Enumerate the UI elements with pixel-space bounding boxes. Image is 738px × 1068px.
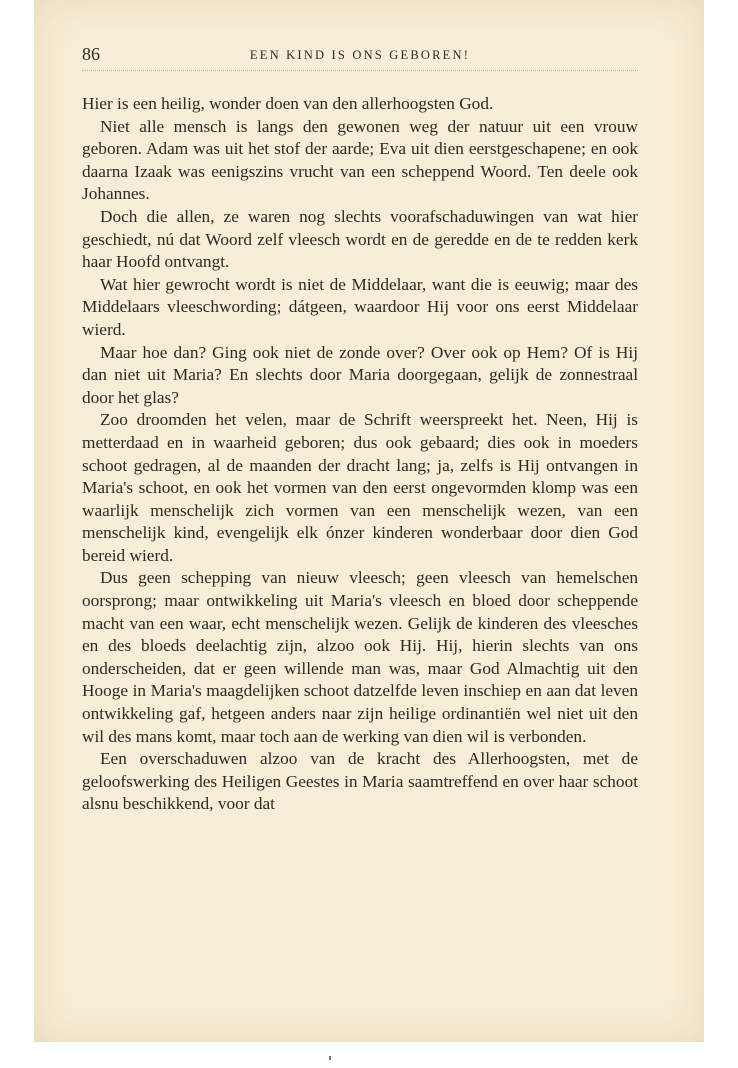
header-rule [82, 70, 638, 75]
paragraph: Zoo droomden het velen, maar de Schrift weerspreekt het. Neen, Hij is metterdaad en in waarheid geboren; dus ook gebaard; dies ook in moeders schoot gedragen, al de maanden der dracht lang; ja, zelfs is Hij ontvangen in Maria's schoot, en ook het vormen van den eerst ongevormden klomp was een waarlijk menschelijk zich vormen van een menschelijk wezen, van een menschelijk kind, evengelijk elk ónzer kinderen wonderbaar door dien God bereid wierd. [82, 410, 638, 565]
body-text [82, 93, 638, 816]
page-speck [329, 1056, 331, 1060]
paragraph: Doch die allen, ze waren nog slechts voorafschaduwingen van wat hier geschiedt, nú dat Woord zelf vleesch wordt en de geredde en de te redden kerk haar Hoofd ontvangt. [82, 206, 638, 272]
paragraph: Dus geen schepping van nieuw vleesch; geen vleesch van hemelschen oorsprong; maar ontwikkeling uit Maria's vleesch en bloed door scheppende macht van een waar, echt menschelijk wezen. Gelijk de kinderen des vleesches en des bloeds deelachtig zijn, alzoo ook Hij. Hij, hierin slechts van ons onderscheiden, dat er geen willende man was, maar God Almachtig uit den Hooge in Maria's maagdelijken schoot datzelfde leven inschiep en aan dat leven ontwikkeling gaf, hetgeen anders naar zijn heilige ordinantiën wel niet uit den wil des mans komt, maar toch aan de werking van dien wil is verbonden. [82, 568, 638, 746]
paragraph: Wat hier gewrocht wordt is niet de Middelaar, want die is eeuwig; maar des Middelaars vleeschwording; dátgeen, waardoor Hij voor ons eerst Middelaar wierd. [82, 274, 638, 339]
page-number: 86 [82, 44, 100, 64]
paragraph: Niet alle mensch is langs den gewonen weg der natuur uit een vrouw geboren. Adam was uit het stof der aarde; Eva uit dien eerstgeschapene; en ook daarna Izaak was eenigszins vrucht van een scheppend Woord. Ten deele ook Johannes. [82, 116, 638, 204]
running-title: EEN KIND IS ONS GEBOREN! [249, 48, 471, 62]
paragraph: Een overschaduwen alzoo van de kracht des Allerhoogsten, met de geloofswerking des Heiligen Geestes in Maria saamtreffend en over haar schoot alsnu beschikkend, voor dat [82, 749, 638, 814]
paragraph: Maar hoe dan? Ging ook niet de zonde over? Over ook op Hem? Of is Hij dan niet uit Maria? En slechts door Maria doorgegaan, gelijk de zonnestraal door het glas? [82, 342, 638, 407]
page-header [82, 44, 638, 68]
paragraph: Hier is een heilig, wonder doen van den allerhoogsten God. [82, 94, 494, 113]
